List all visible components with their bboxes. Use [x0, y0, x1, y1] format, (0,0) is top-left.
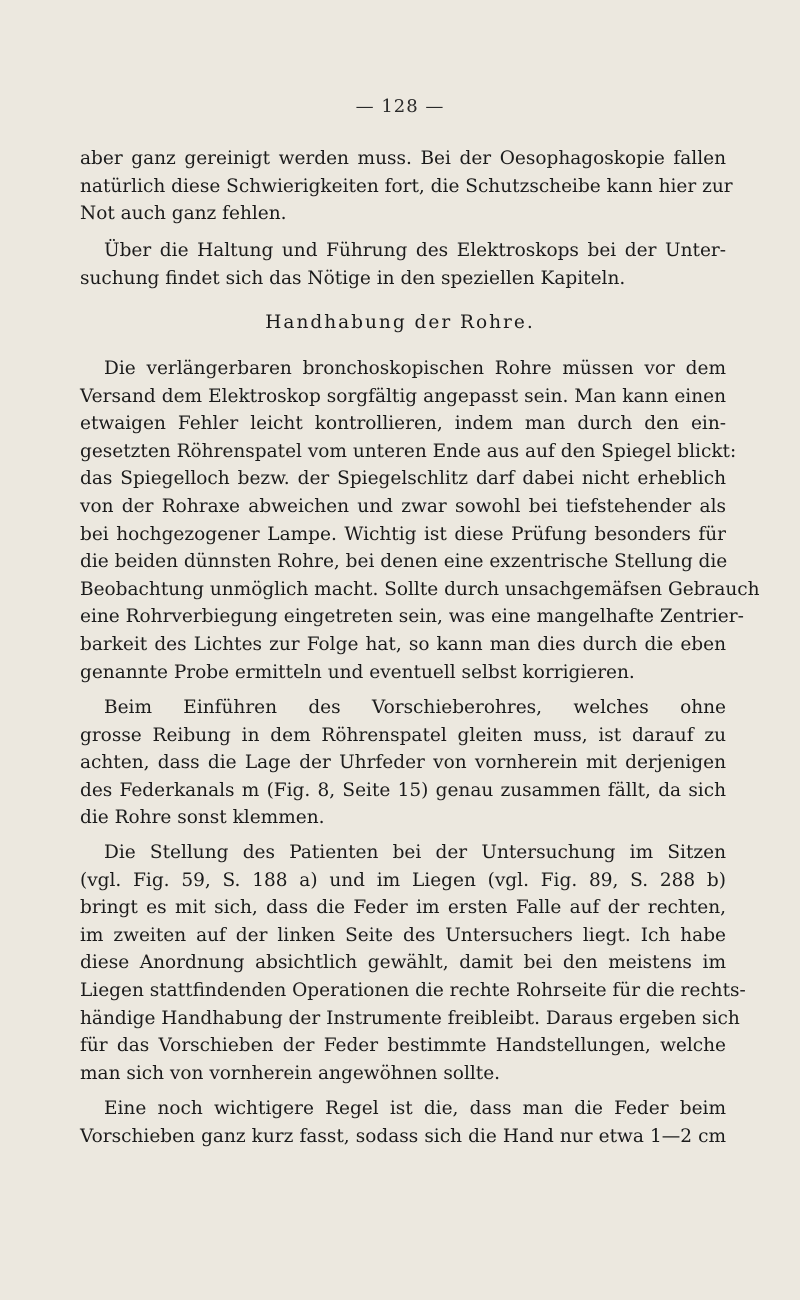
text-line: bringt es mit sich, dass die Feder im ersten Falle auf der rechten, — [80, 897, 726, 919]
text-line: man sich von vornherein angewöhnen sollte. — [80, 1062, 501, 1084]
text-line: suchung findet sich das Nötige in den speziellen Kapiteln. — [80, 267, 626, 289]
text-line: Versand dem Elektroskop sorgfältig angepasst sein. Man kann einen — [80, 385, 726, 407]
text-line: eine Rohrverbiegung eingetreten sein, was eine mangelhafte Zentrier- — [80, 606, 744, 628]
text-line: Die Stellung des Patienten bei der Untersuchung im Sitzen — [104, 842, 726, 863]
text-line: Über die Haltung und Führung des Elektroskops bei der Unter- — [104, 240, 726, 261]
text-line: händige Handhabung der Instrumente freibleibt. Daraus ergeben sich — [80, 1007, 740, 1029]
text-line: diese Anordnung absichtlich gewählt, damit bei den meistens im — [80, 952, 726, 974]
text-line: Beobachtung unmöglich macht. Sollte durch unsachgemäfsen Gebrauch — [80, 578, 760, 600]
paragraph-6 — [80, 1095, 726, 1150]
paragraph-1 — [80, 145, 733, 228]
text-line: gesetzten Röhrenspatel vom unteren Ende aus auf den Spiegel blickt: — [80, 440, 737, 462]
text-line: des Federkanals m (Fig. 8, Seite 15) genau zusammen fällt, da sich — [80, 779, 726, 801]
text-line: Beim Einführen des Vorschieberohres, welches ohne — [104, 697, 726, 718]
text-line: Vorschieben ganz kurz fasst, sodass sich die Hand nur etwa 1—2 cm — [80, 1125, 726, 1147]
text-line: grosse Reibung in dem Röhrenspatel gleiten muss, ist darauf zu — [80, 724, 726, 746]
paragraph-4 — [80, 694, 726, 832]
text-line: Die verlängerbaren bronchoskopischen Rohre müssen vor dem — [104, 358, 726, 379]
text-line: Not auch ganz fehlen. — [80, 203, 287, 225]
text-line: von der Rohraxe abweichen und zwar sowohl bei tiefstehender als — [80, 495, 726, 517]
text-line: Liegen stattfindenden Operationen die rechte Rohrseite für die rechts- — [80, 979, 746, 1001]
text-line: das Spiegelloch bezw. der Spiegelschlitz darf dabei nicht erheblich — [80, 468, 726, 490]
text-line: im zweiten auf der linken Seite des Untersuchers liegt. Ich habe — [80, 924, 726, 946]
text-line: für das Vorschieben der Feder bestimmte Handstellungen, welche — [80, 1035, 726, 1057]
paragraph-5 — [80, 839, 746, 1087]
text-line: bei hochgezogener Lampe. Wichtig ist diese Prüfung besonders für — [80, 523, 726, 545]
text-line: Eine noch wichtigere Regel ist die, dass man die Feder beim — [104, 1098, 726, 1119]
text-line: die Rohre sonst klemmen. — [80, 807, 325, 829]
section-heading: Handhabung der Rohre. — [265, 312, 535, 333]
text-line: achten, dass die Lage der Uhrfeder von vornherein mit derjenigen — [80, 752, 726, 774]
text-line: barkeit des Lichtes zur Folge hat, so kann man dies durch die eben — [80, 633, 726, 655]
paragraph-3 — [80, 355, 760, 686]
page-number: — 128 — — [355, 96, 445, 117]
text-line: die beiden dünnsten Rohre, bei denen eine exzentrische Stellung die — [80, 551, 728, 573]
text-line: (vgl. Fig. 59, S. 188 a) und im Liegen (vgl. Fig. 89, S. 288 b) — [80, 869, 726, 891]
text-line: aber ganz gereinigt werden muss. Bei der Oesophagoskopie fallen — [80, 148, 726, 169]
text-line: genannte Probe ermitteln und eventuell selbst korrigieren. — [80, 661, 635, 683]
text-line: etwaigen Fehler leicht kontrollieren, indem man durch den ein- — [80, 413, 726, 435]
text-line: natürlich diese Schwierigkeiten fort, die Schutzscheibe kann hier zur — [80, 175, 733, 197]
paragraph-2 — [80, 237, 726, 292]
